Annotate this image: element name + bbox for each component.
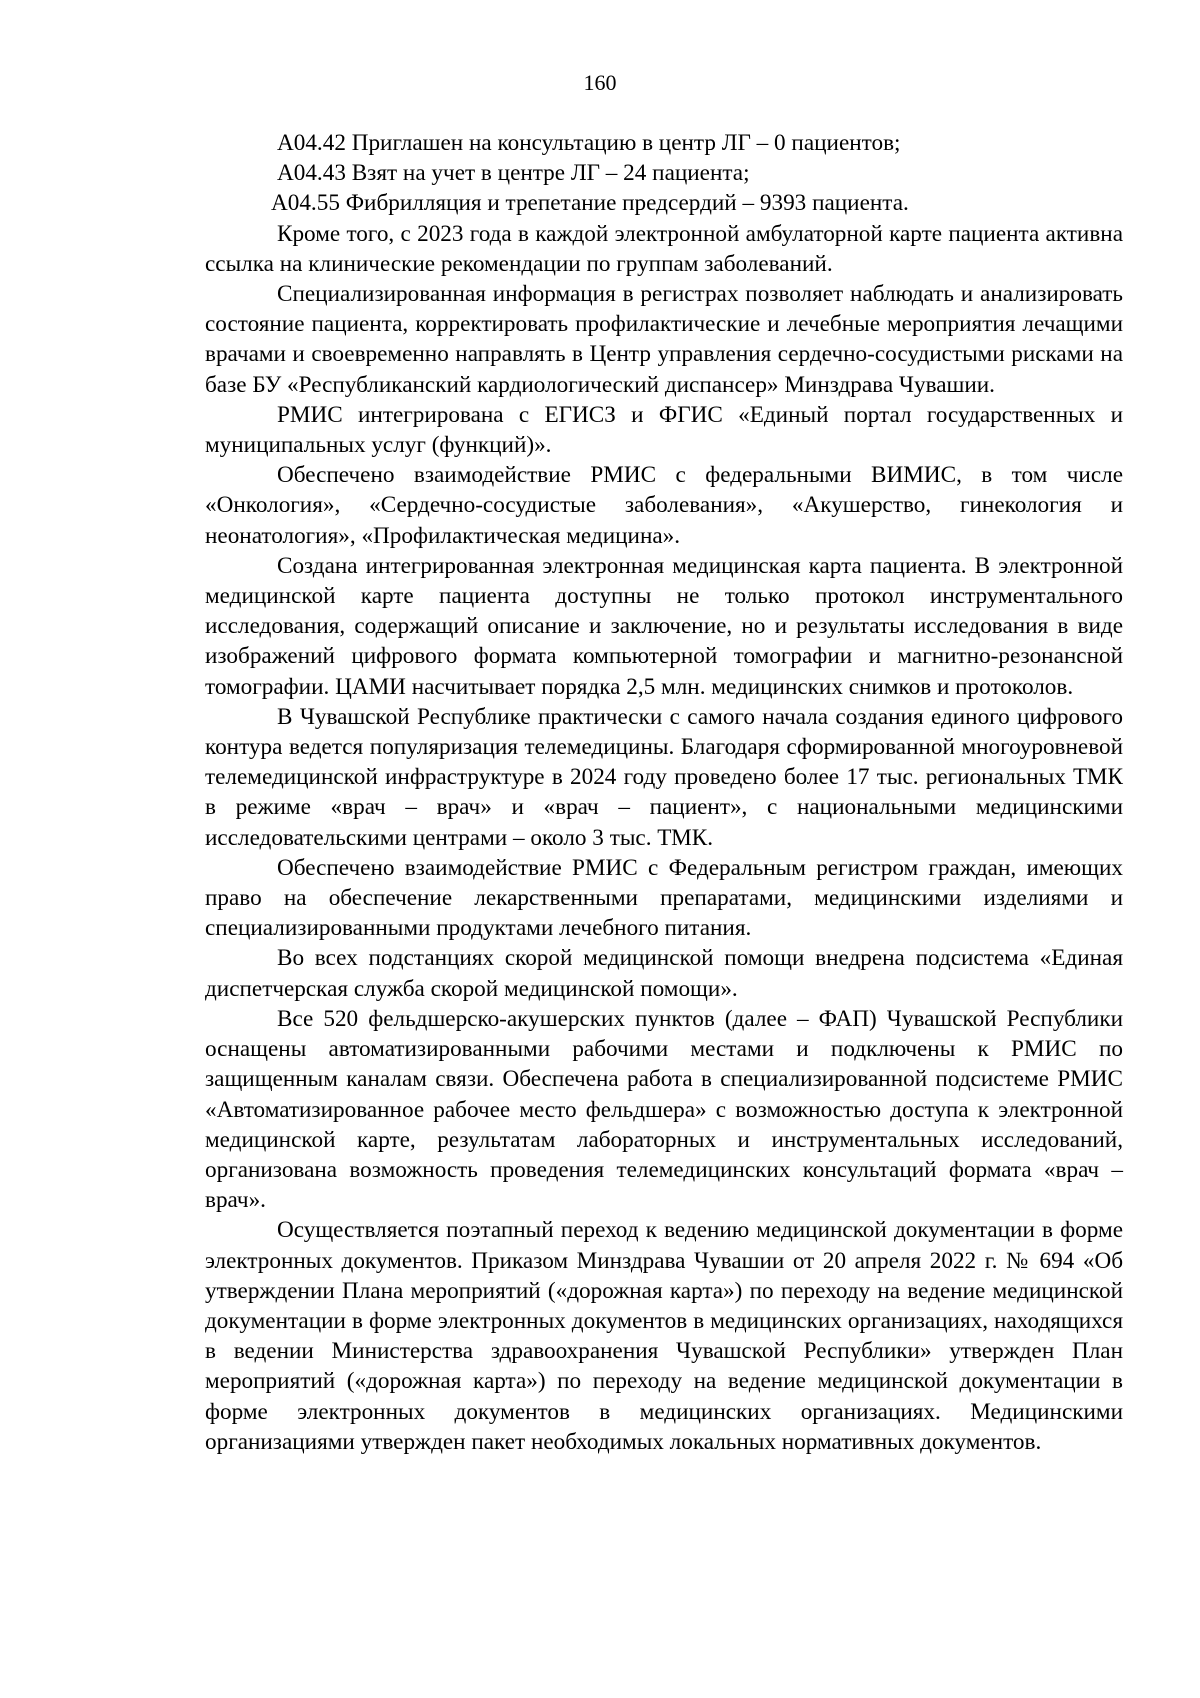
paragraph-fap: Все 520 фельдшерско-акушерских пунктов (далее – ФАП) Чувашской Республики оснащены автоматизированными рабочими местами и подключены к РМИС по защищенным каналам связи. Обеспечена работа в специализированной подсистеме РМИС «Автоматизированное рабочее место фельдшера» с возможностью доступа к электронной медицинской карте, результатам лабораторных и инструментальных исследований, организована возможность проведения телемедицинских консультаций формата «врач – врач».: [205, 1005, 1123, 1214]
paragraph-clinical-guidelines: Кроме того, с 2023 года в каждой электронной амбулаторной карте пациента активна ссылка на клинические рекомендации по группам заболеваний.: [205, 220, 1123, 277]
paragraph-rmis-integration: РМИС интегрирована с ЕГИСЗ и ФГИС «Единый портал государственных и муниципальных услуг (функций)».: [205, 401, 1123, 459]
paragraph-vimis: Обеспечено взаимодействие РМИС с федеральными ВИМИС, в том числе «Онкология», «Сердечно-сосудистые заболевания», «Акушерство, гинекология и неонатология», «Профилактическая медицина».: [205, 462, 1123, 549]
list-item-a04-42: А04.42 Приглашен на консультацию в центр ЛГ – 0 пациентов;: [277, 130, 901, 156]
page-number: 160: [583, 70, 617, 95]
list-item-a04-55: А04.55 Фибрилляция и трепетание предсердий – 9393 пациента.: [271, 190, 909, 217]
paragraph-electronic-documents: Осуществляется поэтапный переход к ведению медицинской документации в форме электронных документов. Приказом Минздрава Чувашии от 20 апреля 2022 г. № 694 «Об утверждении Плана мероприятий («дорожная карта») по переходу на ведение медицинской документации в форме электронных документов в медицинских организациях, находящихся в ведении Министерства здравоохранения Чувашской Республики» утвержден План мероприятий («дорожная карта») по переходу на ведение медицинской документации в форме электронных документов в медицинских организациях. Медицинскими организациями утвержден пакет необходимых локальных нормативных документов.: [205, 1217, 1123, 1455]
paragraph-emr: Создана интегрированная электронная медицинская карта пациента. В электронной медицинской карте пациента доступны не только протокол инструментального исследования, содержащий описание и заключение, но и результаты исследования в виде изображений цифрового формата компьютерной томографии и магнитно-резонансной томографии. ЦАМИ насчитывает порядка 2,5 млн. медицинских снимков и протоколов.: [205, 552, 1123, 700]
paragraph-federal-register: Обеспечено взаимодействие РМИС с Федеральным регистром граждан, имеющих право на обеспечение лекарственными препаратами, медицинскими изделиями и специализированными продуктами лечебного питания.: [205, 854, 1123, 942]
paragraph-registries: Специализированная информация в регистрах позволяет наблюдать и анализировать состояние пациента, корректировать профилактические и лечебные мероприятия лечащими врачами и своевременно направлять в Центр управления сердечно-сосудистыми рисками на базе БУ «Республиканский кардиологический диспансер» Минздрава Чувашии.: [205, 281, 1123, 398]
paragraph-ambulance: Во всех подстанциях скорой медицинской помощи внедрена подсистема «Единая диспетчерская служба скорой медицинской помощи».: [205, 945, 1123, 1002]
list-item-a04-43: А04.43 Взят на учет в центре ЛГ – 24 пациента;: [277, 160, 750, 187]
document-body: [205, 128, 1123, 1457]
paragraph-telemedicine: В Чувашской Республике практически с самого начала создания единого цифрового контура ведется популяризация телемедицины. Благодаря сформированной многоуровневой телемедицинской инфраструктуре в 2024 году проведено более 17 тыс. региональных ТМК в режиме «врач – врач» и «врач – пациент», с национальными медицинскими исследовательскими центрами – около 3 тыс. ТМК.: [205, 703, 1123, 851]
